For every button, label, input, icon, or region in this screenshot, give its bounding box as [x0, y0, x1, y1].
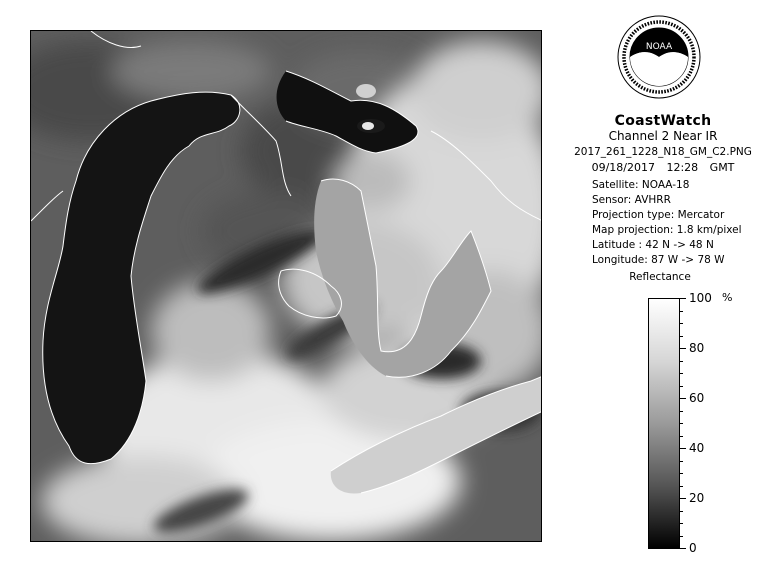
sensor-label: Sensor: AVHRR: [592, 194, 671, 206]
colorbar-tick: [680, 336, 683, 337]
reflectance-colorbar: [648, 298, 680, 549]
colorbar-tick-label: 100: [689, 291, 712, 305]
colorbar-tick-label: 40: [689, 441, 705, 455]
colorbar-tick: [680, 498, 686, 499]
colorbar-tick: [680, 436, 683, 437]
product-title: CoastWatch: [614, 113, 712, 129]
colorbar-tick: [680, 311, 683, 312]
noaa-logo-icon: [617, 15, 701, 99]
colorbar-tick: [680, 386, 683, 387]
colorbar-tick-label: 20: [689, 491, 705, 505]
satellite-image: [30, 30, 542, 542]
colorbar-tick: [680, 486, 683, 487]
image-filename: 2017_261_1228_N18_GM_C2.PNG: [574, 146, 752, 158]
colorbar-tick: [680, 373, 683, 374]
colorbar-tick: [680, 348, 686, 349]
map-projection-label: Map projection: 1.8 km/pixel: [592, 224, 742, 236]
acquisition-datetime: 09/18/2017 12:28 GMT: [591, 161, 735, 174]
colorbar-tick-label: 0: [689, 541, 697, 555]
colorbar-tick: [680, 423, 683, 424]
colorbar-tick-label: 60: [689, 391, 705, 405]
svg-text:NOAA: NOAA: [645, 42, 673, 52]
colorbar-tick: [680, 511, 683, 512]
longitude-label: Longitude: 87 W -> 78 W: [592, 254, 725, 266]
colorbar-tick: [680, 361, 683, 362]
colorbar-tick: [680, 323, 683, 324]
colorbar-tick: [680, 448, 686, 449]
channel-subtitle: Channel 2 Near IR: [608, 129, 718, 143]
legend-title: Reflectance: [629, 271, 691, 283]
colorbar-tick: [680, 398, 686, 399]
projection-type-label: Projection type: Mercator: [592, 209, 725, 221]
colorbar-tick: [680, 536, 683, 537]
colorbar-tick: [680, 411, 683, 412]
colorbar-tick: [680, 298, 686, 299]
colorbar-tick: [680, 461, 683, 462]
colorbar-tick: [680, 548, 686, 549]
colorbar-tick: [680, 473, 683, 474]
colorbar-tick: [680, 523, 683, 524]
latitude-label: Latitude : 42 N -> 48 N: [592, 239, 714, 251]
colorbar-tick-label: 80: [689, 341, 705, 355]
satellite-label: Satellite: NOAA-18: [592, 179, 690, 191]
legend-unit: %: [722, 291, 733, 304]
